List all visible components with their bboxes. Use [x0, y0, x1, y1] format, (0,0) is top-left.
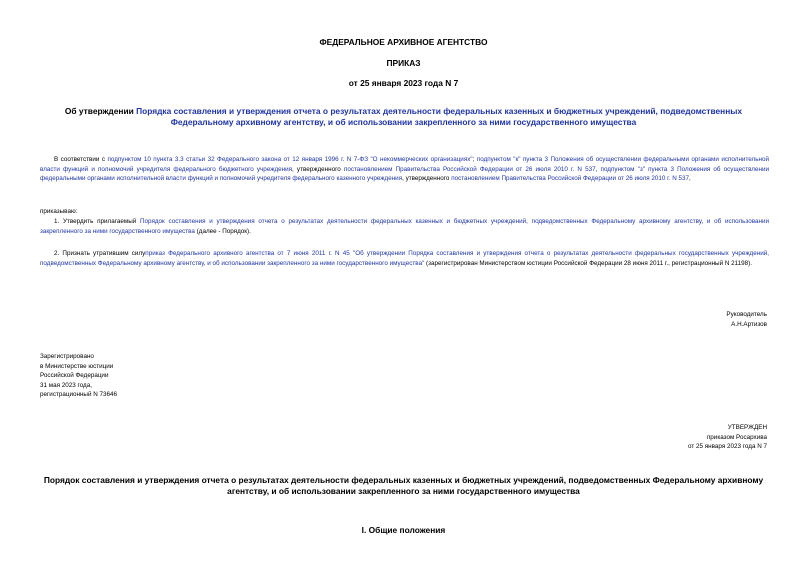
document-title: [40, 106, 767, 128]
preamble-text-5: , утвержденного: [402, 175, 452, 183]
signature-position: Руководитель: [726, 311, 767, 318]
doc-date-number: от 25 января 2023 года N 7: [348, 78, 459, 88]
preamble-paragraph: [40, 155, 769, 184]
section-1-heading: I. Общие положения: [361, 525, 446, 535]
registration-line: Российской Федерации: [40, 372, 109, 380]
preamble-text-2: ;: [472, 156, 477, 163]
agency-heading: ФЕДЕРАЛЬНОЕ АРХИВНОЕ АГЕНТСТВО: [319, 37, 488, 47]
repealed-order-link[interactable]: приказ Федерального архивного агентства от 7 июня 2011 г. N 45 "Об утверждении Порядка составления и утверждения отчета о результатах деятельности федеральных государственных учреждений, подведомственных Федеральному архивному агентству, и об использовании закрепленного за ними государственного имущества": [40, 250, 769, 267]
registration-block: [40, 352, 117, 400]
item-2-paragraph: [40, 249, 769, 268]
preamble-text-1: В соответствии с: [54, 156, 108, 163]
order-word: приказываю:: [40, 208, 78, 215]
title-link[interactable]: Порядка составления и утверждения отчета о результатах деятельности федеральных казенных и бюджетных учреждений, подведомственных Федеральному архивному агентству, и об использовании закрепленного за ними государственного имущества: [136, 106, 743, 127]
title-prefix: Об утверждении: [64, 106, 137, 116]
registration-line: 31 мая 2023 года,: [40, 381, 92, 389]
state-institution-link[interactable]: подпунктом "з" пункта 3 Положения об осуществлении федеральными органами исполнительной власти функций и полномочий учредителя федерального казенного учреждения: [40, 165, 769, 183]
doc-type-heading: ПРИКАЗ: [386, 58, 421, 68]
signature-block: [726, 310, 767, 329]
item-1-text-2: (далее - Порядок).: [194, 227, 251, 235]
signature-name: А.Н.Артизов: [731, 320, 767, 328]
registration-line: регистрационный N 73646: [40, 391, 118, 399]
budget-institution-link[interactable]: подпунктом "к" пункта 3 Положения об осуществлении федеральными органами исполнительной власти функций и полномочий учредителя федерального бюджетного учреждения: [40, 156, 770, 173]
approved-line-3: от 25 января 2023 года N 7: [687, 443, 767, 451]
approved-line-1: УТВЕРЖДЕН: [727, 424, 767, 431]
government-decree-link-1[interactable]: постановлением Правительства Российской Федерации от 26 июля 2010 г. N 537: [343, 165, 596, 173]
item-2-text-2: (зарегистрирован Министерством юстиции Российской Федерации 28 июня 2011 г., регистрационный N 21198).: [424, 259, 753, 267]
item-1-text-1: 1. Утвердить прилагаемый: [54, 218, 140, 225]
registration-line: Зарегистрировано: [40, 353, 94, 360]
item-1-paragraph: [40, 217, 769, 236]
approved-block: [688, 423, 767, 452]
approved-line-2: приказом Росархива: [706, 433, 767, 441]
registration-line: в Министерстве юстиции: [40, 362, 114, 370]
preamble-text-3: , утвержденного: [292, 165, 344, 173]
preamble-text-4: ,: [595, 165, 601, 173]
law-link[interactable]: подпунктом 10 пункта 3.3 статьи 32 Федерального закона от 12 января 1996 г. N 7-ФЗ "О некоммерческих организациях": [107, 156, 473, 163]
item-2-text-1: 2. Признать утратившим силу: [54, 250, 146, 257]
annex-title: Порядок составления и утверждения отчета о результатах деятельности федеральных казенных и бюджетных учреждений, подведомственных Федеральному архивному агентству, и об использовании закрепленного за ними государственного имущества: [43, 475, 764, 496]
government-decree-link-2[interactable]: постановлением Правительства Российской Федерации от 26 июля 2010 г. N 537: [451, 175, 690, 183]
preamble-text-6: ,: [689, 175, 691, 183]
procedure-link[interactable]: Порядок составления и утверждения отчета о результатах деятельности федеральных казенных и бюджетных учреждений, подведомственных Федеральному архивному агентству, и об использовании закрепленного за ними государственного имущества: [40, 218, 770, 235]
